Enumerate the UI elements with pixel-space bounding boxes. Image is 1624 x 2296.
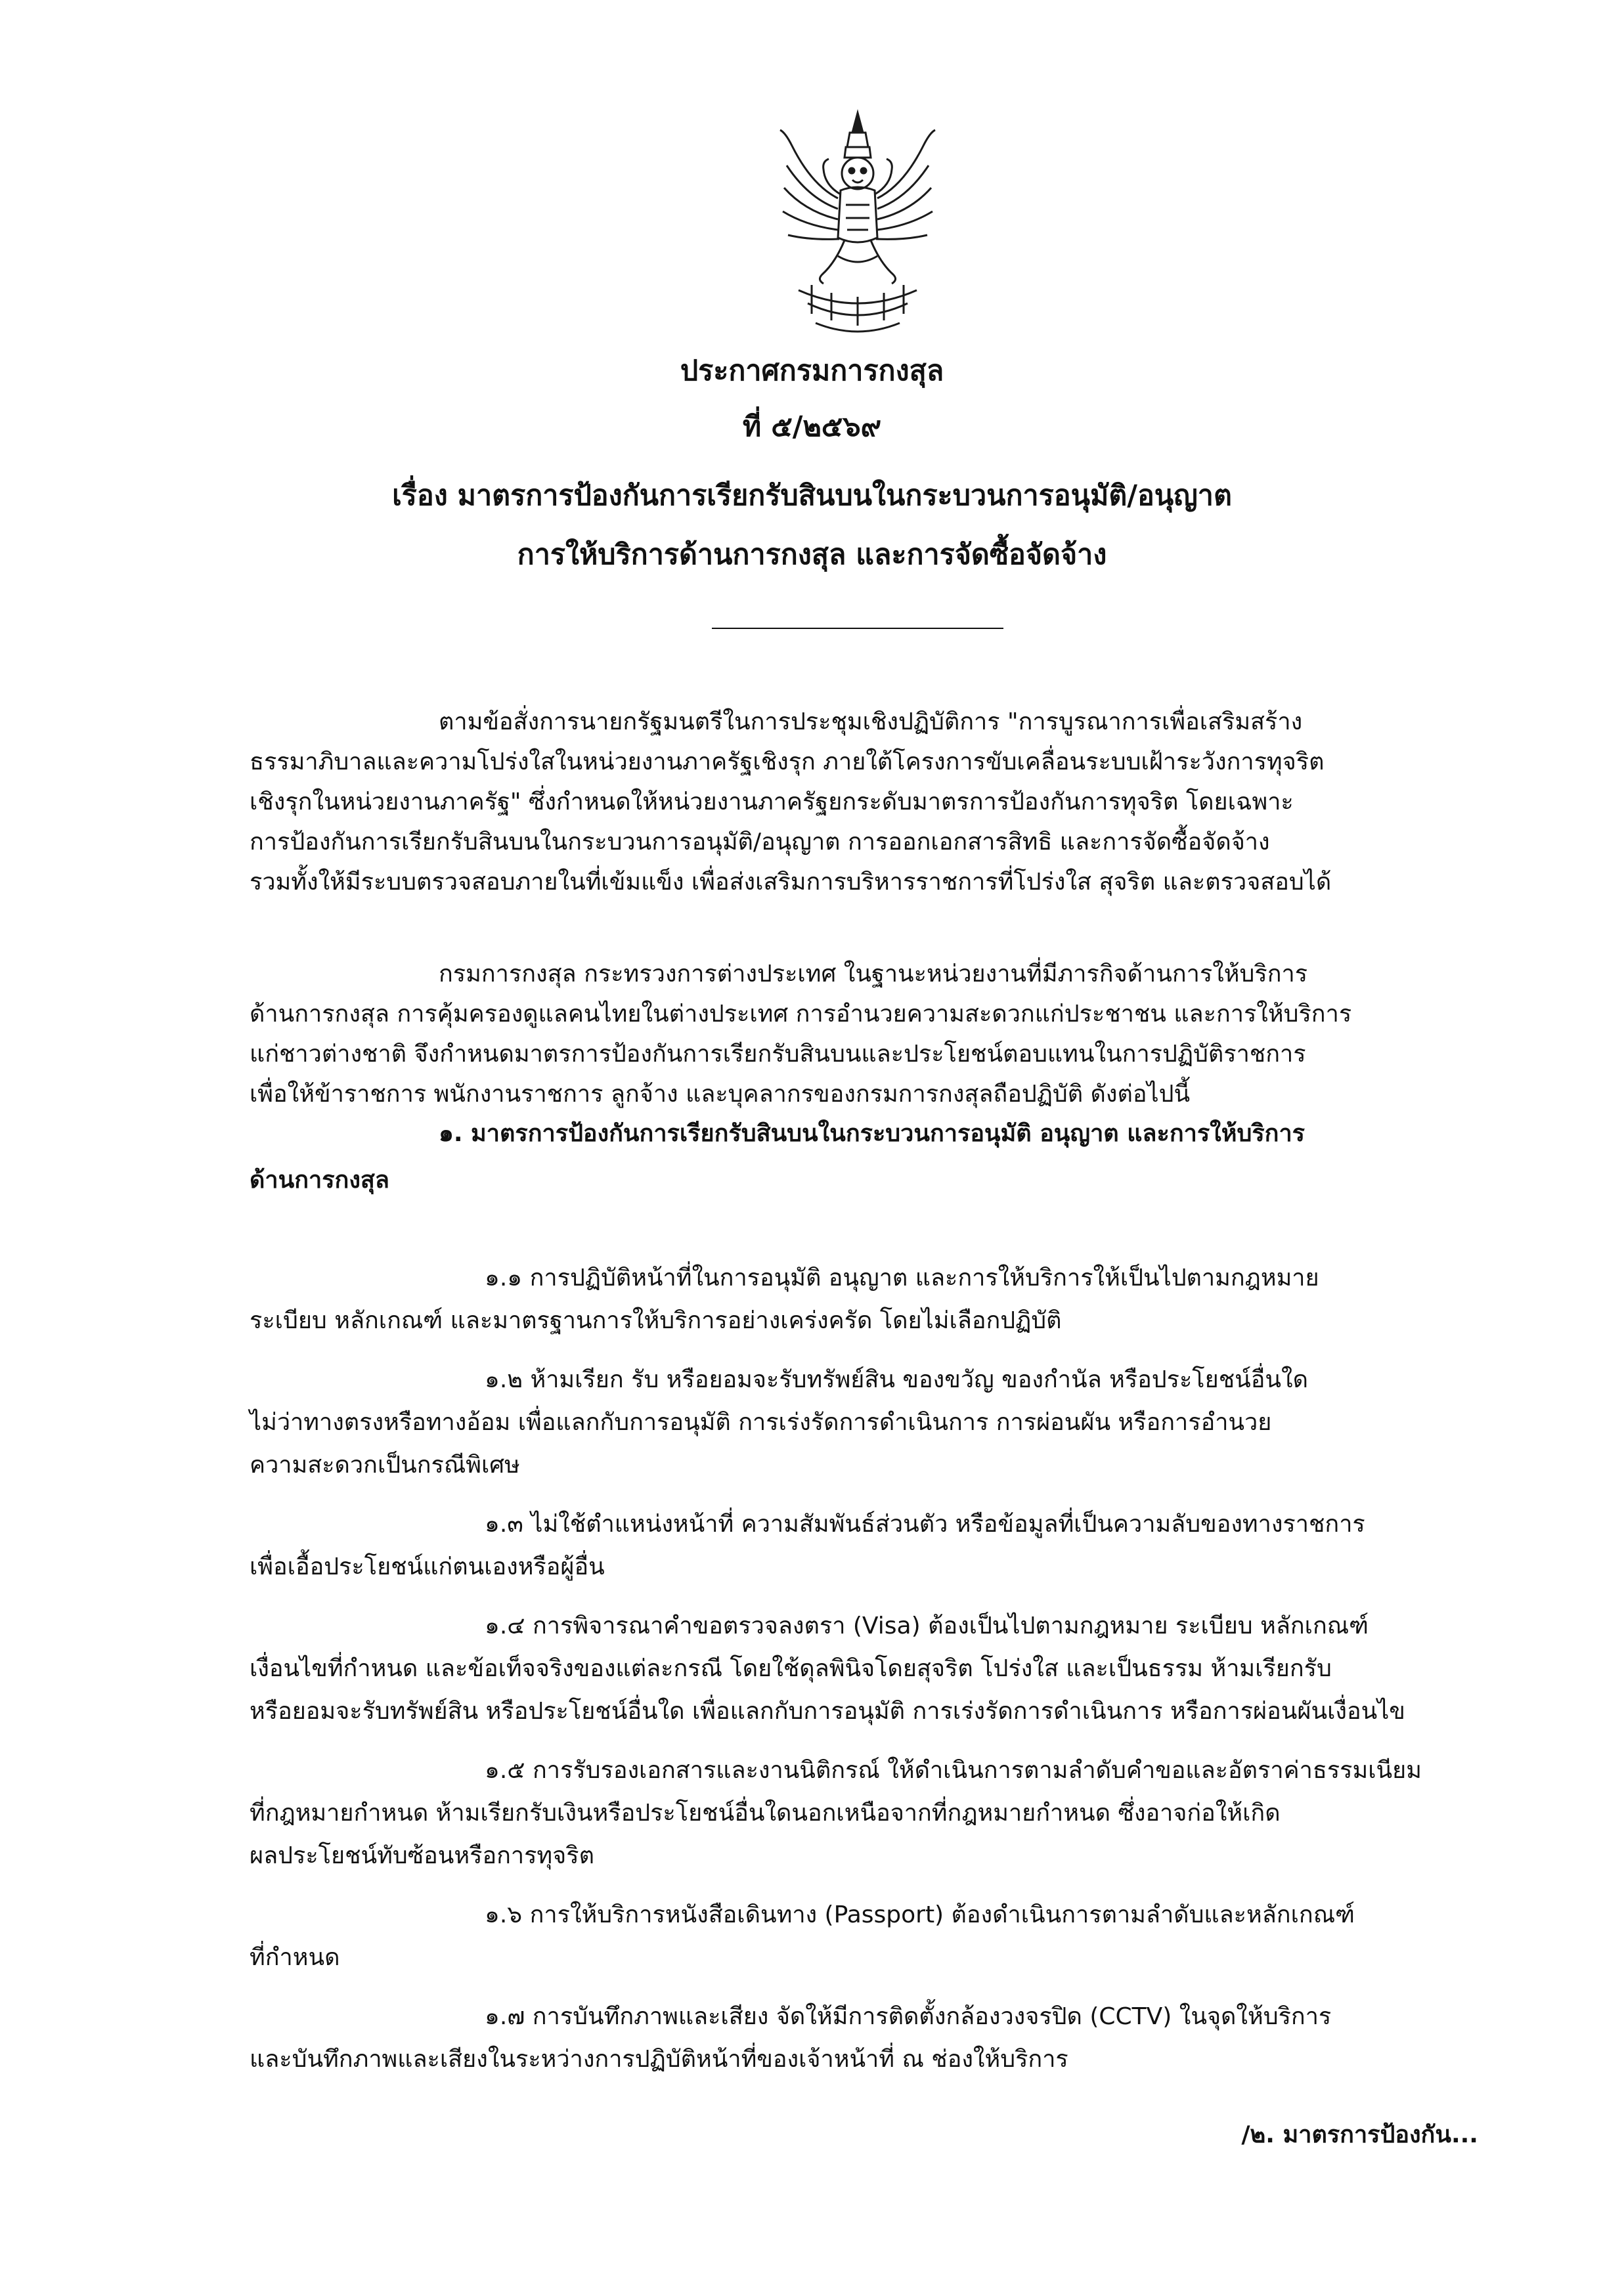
body-line: การป้องกันการเรียกรับสินบนในกระบวนการอนุมัติ/อนุญาต การออกเอกสารสิทธิ และการจัดซื้อจัดจ้าง xyxy=(250,829,1270,856)
body-line: ด้านการกงสุล การคุ้มครองดูแลคนไทยในต่างประเทศ การอำนวยความสะดวกแก่ประชาชน และการให้บริการ xyxy=(250,1001,1352,1028)
body-line: เพื่อให้ข้าราชการ พนักงานราชการ ลูกจ้าง และบุคลากรของกรมการกงสุลถือปฏิบัติ ดังต่อไปนี้ xyxy=(250,1081,1191,1108)
body-line: รวมทั้งให้มีระบบตรวจสอบภายในที่เข้มแข็ง เพื่อส่งเสริมการบริหารราชการที่โปร่งใส สุจริต และตรวจสอบได้ xyxy=(250,869,1332,896)
clause-line: ที่กำหนด xyxy=(250,1944,340,1971)
clause-line: ที่กฎหมายกำหนด ห้ามเรียกรับเงินหรือประโยชน์อื่นใดนอกเหนือจากที่กฎหมายกำหนด ซึ่งอาจก่อให้เกิด xyxy=(250,1800,1281,1827)
section-heading: ด้านการกงสุล xyxy=(250,1167,389,1194)
section-heading: ๑. มาตรการป้องกันการเรียกรับสินบนในกระบวนการอนุมัติ อนุญาต และการให้บริการ xyxy=(439,1120,1306,1147)
clause-line: ๑.๖ การให้บริการหนังสือเดินทาง (Passport) ต้องดำเนินการตามลำดับและหลักเกณฑ์ xyxy=(485,1901,1355,1928)
clause-line: ๑.๕ การรับรองเอกสารและงานนิติกรณ์ ให้ดำเนินการตามลำดับคำขอและอัตราค่าธรรมเนียม xyxy=(485,1757,1422,1784)
header-divider xyxy=(712,628,1003,629)
clause-line: ระเบียบ หลักเกณฑ์ และมาตรฐานการให้บริการอย่างเคร่งครัด โดยไม่เลือกปฏิบัติ xyxy=(250,1307,1062,1334)
clause-line: เพื่อเอื้อประโยชน์แก่ตนเองหรือผู้อื่น xyxy=(250,1553,605,1580)
body-line: ธรรมาภิบาลและความโปร่งใสในหน่วยงานภาครัฐเชิงรุก ภายใต้โครงการขับเคลื่อนระบบเฝ้าระวังการทุจริต xyxy=(250,748,1325,775)
garuda-emblem-icon xyxy=(772,106,943,343)
clause-line: หรือยอมจะรับทรัพย์สิน หรือประโยชน์อื่นใด เพื่อแลกกับการอนุมัติ การเร่งรัดการดำเนินการ หรือการผ่อนผันเงื่อนไข xyxy=(250,1698,1405,1725)
clause-line: ๑.๒ ห้ามเรียก รับ หรือยอมจะรับทรัพย์สิน ของขวัญ ของกำนัล หรือประโยชน์อื่นใด xyxy=(485,1366,1308,1393)
body-line: เชิงรุกในหน่วยงานภาครัฐ" ซึ่งกำหนดให้หน่วยงานภาครัฐยกระดับมาตรการป้องกันการทุจริต โดยเฉพาะ xyxy=(250,789,1294,815)
announcement-number: ที่ ๕/๒๕๖๙ xyxy=(742,410,882,443)
clause-line: ๑.๑ การปฏิบัติหน้าที่ในการอนุมัติ อนุญาต และการให้บริการให้เป็นไปตามกฎหมาย xyxy=(485,1265,1319,1291)
announcement-title: ประกาศกรมการกงสุล xyxy=(680,355,944,387)
clause-line: ผลประโยชน์ทับซ้อนหรือการทุจริต xyxy=(250,1842,594,1869)
body-line: ตามข้อสั่งการนายกรัฐมนตรีในการประชุมเชิงปฏิบัติการ "การบูรณาการเพื่อเสริมสร้าง xyxy=(439,708,1303,735)
body-line: กรมการกงสุล กระทรวงการต่างประเทศ ในฐานะหน่วยงานที่มีภารกิจด้านการให้บริการ xyxy=(439,961,1308,987)
clause-line: และบันทึกภาพและเสียงในระหว่างการปฏิบัติหน้าที่ของเจ้าหน้าที่ ณ ช่องให้บริการ xyxy=(250,2046,1068,2073)
clause-line: เงื่อนไขที่กำหนด และข้อเท็จจริงของแต่ละกรณี โดยใช้ดุลพินิจโดยสุจริต โปร่งใส และเป็นธรรม ห้ามเรียกรับ xyxy=(250,1655,1332,1682)
clause-line: ๑.๓ ไม่ใช้ตำแหน่งหน้าที่ ความสัมพันธ์ส่วนตัว หรือข้อมูลที่เป็นความลับของทางราชการ xyxy=(485,1511,1365,1538)
clause-line: ความสะดวกเป็นกรณีพิเศษ xyxy=(250,1452,520,1479)
body-line: แก่ชาวต่างชาติ จึงกำหนดมาตรการป้องกันการเรียกรับสินบนและประโยชน์ตอบแทนในการปฏิบัติราชการ xyxy=(250,1041,1306,1068)
clause-line: ไม่ว่าทางตรงหรือทางอ้อม เพื่อแลกกับการอนุมัติ การเร่งรัดการดำเนินการ การผ่อนผัน หรือการอำนวย xyxy=(250,1409,1272,1436)
clause-line: ๑.๔ การพิจารณาคำขอตรวจลงตรา (Visa) ต้องเป็นไปตามกฎหมาย ระเบียบ หลักเกณฑ์ xyxy=(485,1613,1369,1639)
clause-line: ๑.๗ การบันทึกภาพและเสียง จัดให้มีการติดตั้งกล้องวงจรปิด (CCTV) ในจุดให้บริการ xyxy=(485,2003,1332,2030)
continuation-note: /๒. มาตรการป้องกัน... xyxy=(1241,2121,1478,2148)
announcement-subject-line-1: เรื่อง มาตรการป้องกันการเรียกรับสินบนในกระบวนการอนุมัติ/อนุญาต xyxy=(392,479,1232,512)
announcement-subject-line-2: การให้บริการด้านการกงสุล และการจัดซื้อจัดจ้าง xyxy=(517,538,1107,571)
